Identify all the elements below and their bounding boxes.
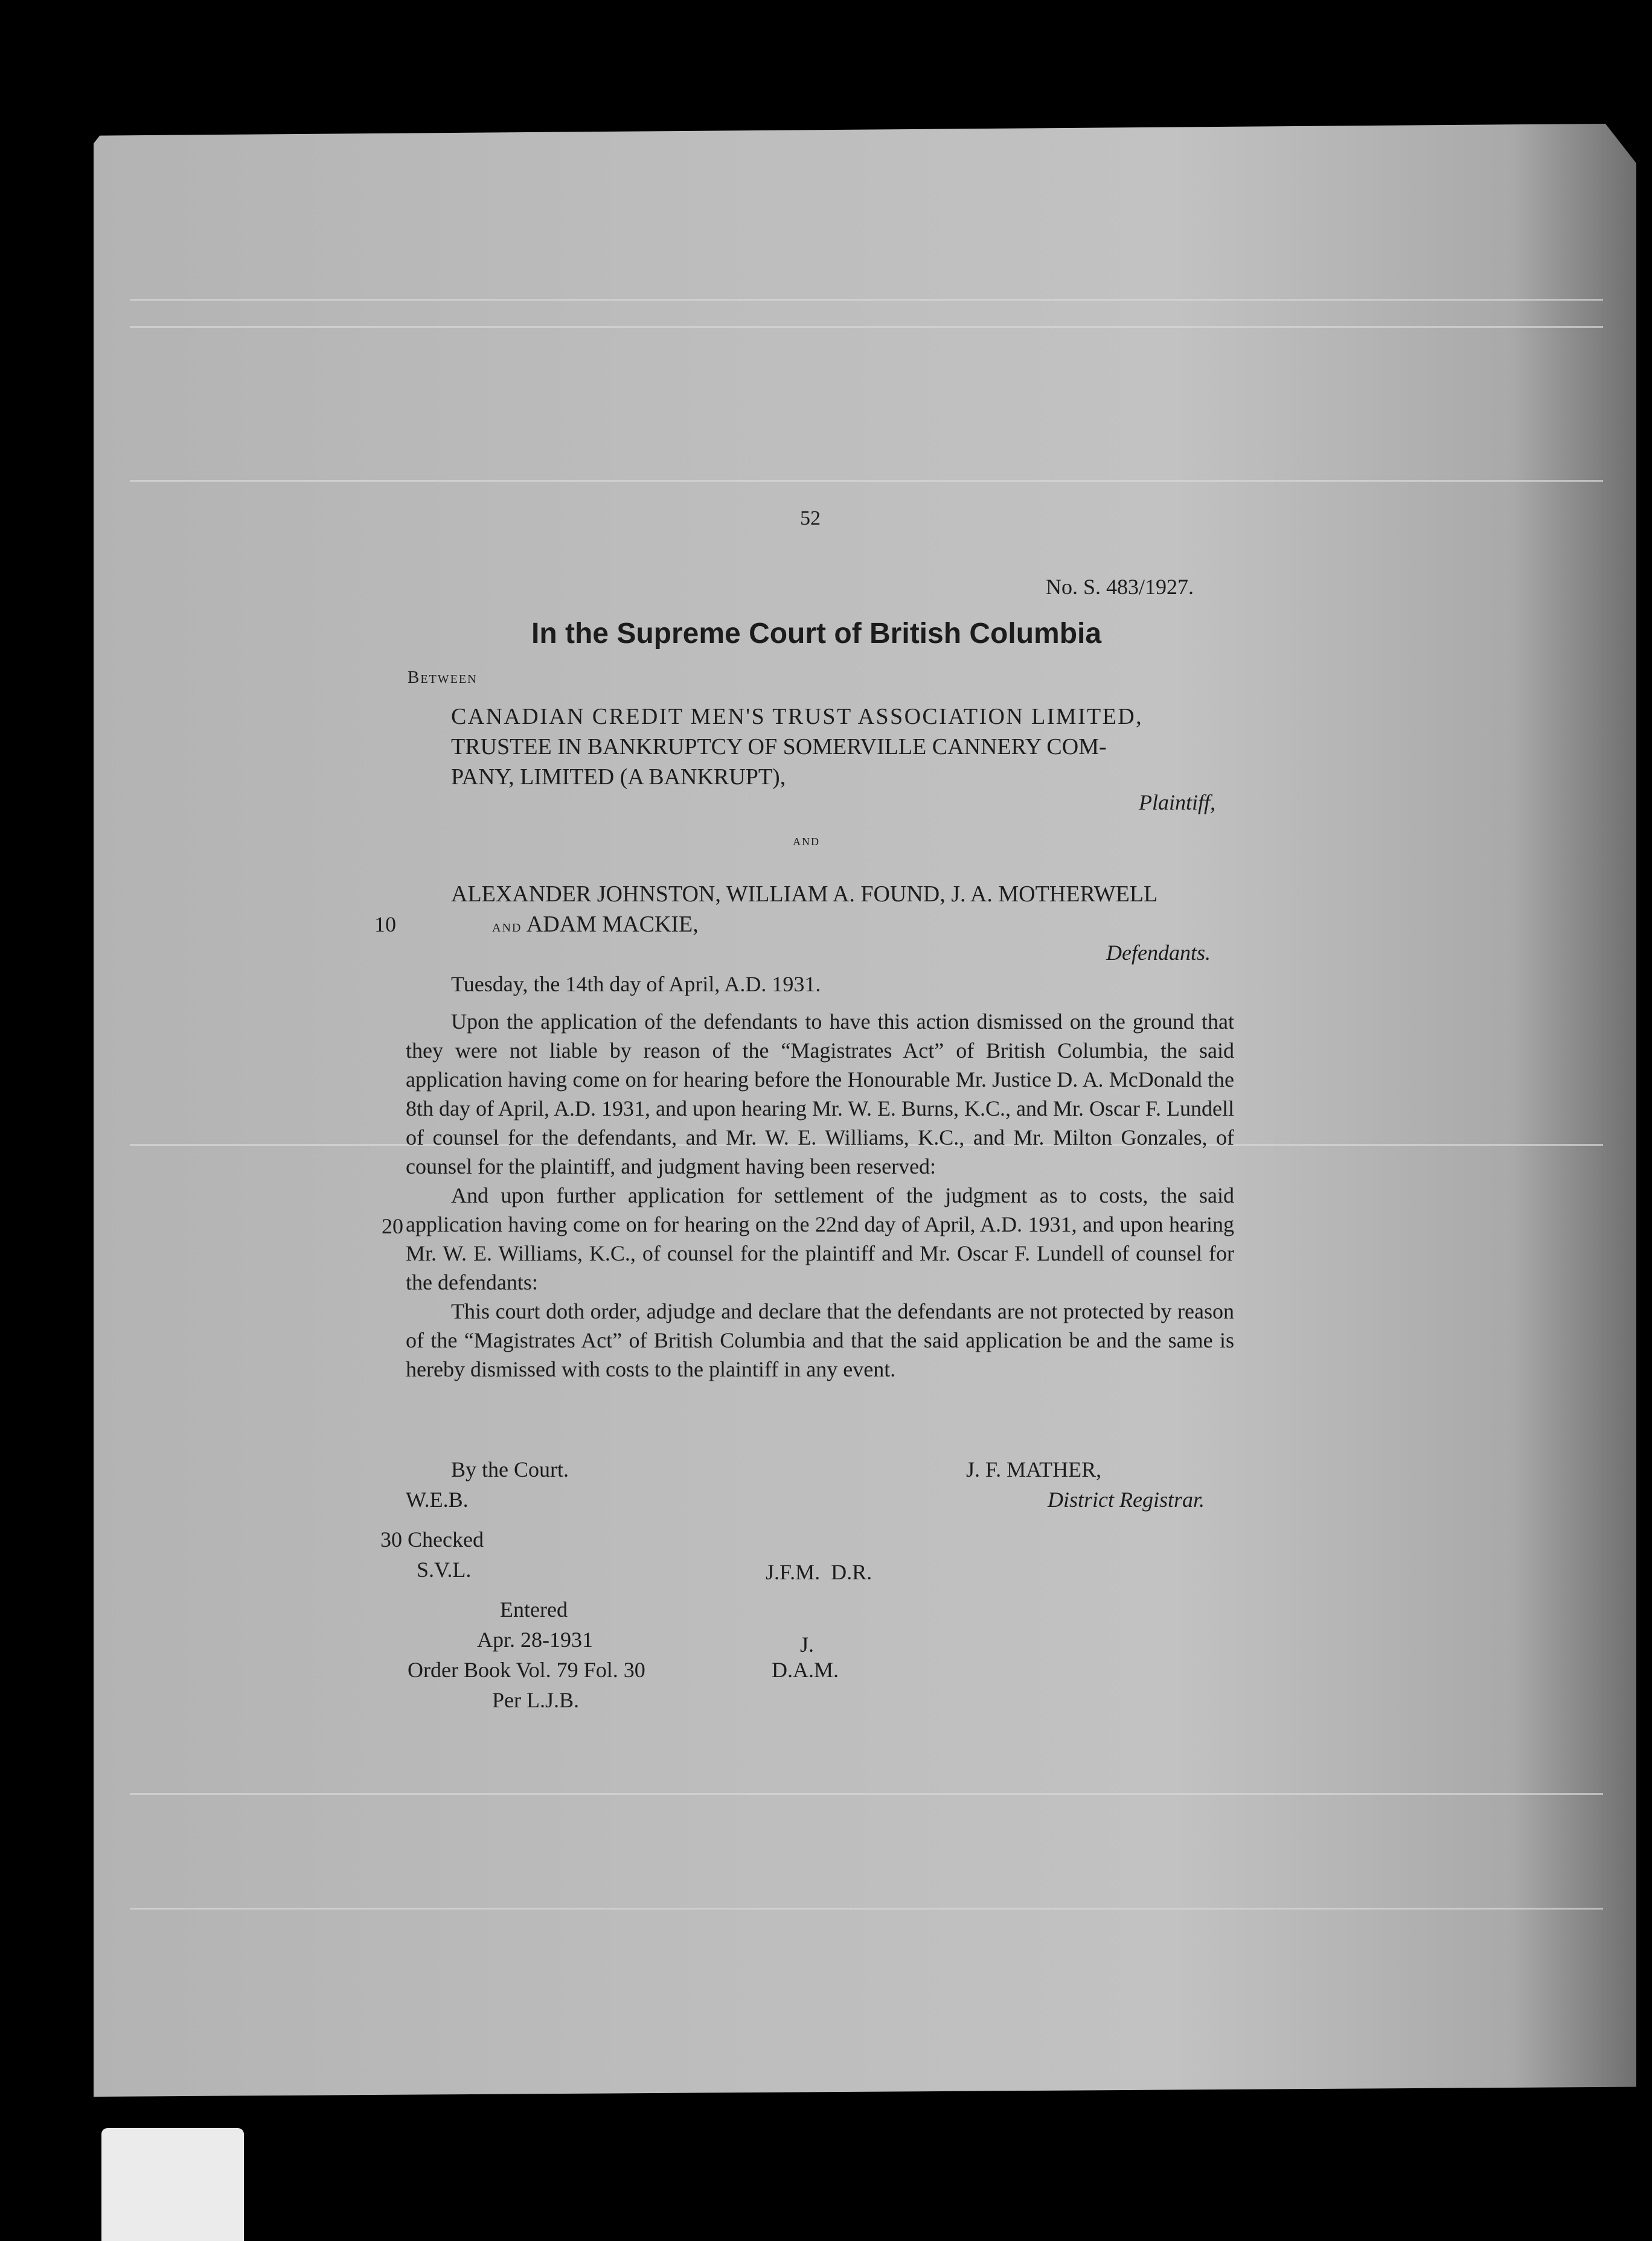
date-line: Tuesday, the 14th day of April, A.D. 1931. [451,972,821,996]
paragraph-order: This court doth order, adjudge and declare that the defendants are not protected by reason of the “Magistrates Act” of British Columbia and that the said application be and the same is hereby dismissed with costs to the plaintiff in any event. [406,1299,1234,1381]
plaintiff-line: PANY, LIMITED (A BANKRUPT), [451,764,786,790]
paragraph-costs: And upon further application for settlement of the judgment as to costs, the said application having come on for hearing on the 22nd day of April, A.D. 1931, and upon hearing Mr. W. E. Williams, K.C., of counsel for the plaintiff and Mr. Oscar F. Lundell of counsel for the defendants: [406,1183,1234,1294]
scan-line [130,299,1603,301]
registrar-title: District Registrar. [1048,1488,1205,1512]
plaintiff-line: CANADIAN CREDIT MEN'S TRUST ASSOCIATION LIMITED, [451,704,1143,729]
scan-line [130,1908,1603,1910]
plaintiff-label: Plaintiff, [1139,790,1216,814]
court-initials: W.E.B. [406,1488,469,1512]
court-title: In the Supreme Court of British Columbia [531,618,1102,650]
and-word: and [492,917,522,936]
page-number: 52 [800,507,821,529]
by-the-court: By the Court. [451,1457,569,1482]
plaintiff-name [451,702,1143,792]
scan-line [130,480,1603,482]
scan-line [130,1793,1603,1795]
checked-initials: S.V.L. [417,1558,472,1582]
entered-label: Entered [500,1597,568,1622]
registrar-initials: J.F.M. D.R. [766,1560,872,1584]
defendants-label: Defendants. [1106,941,1211,965]
between-label: Between [408,668,478,687]
defendants-names [451,879,1157,942]
archive-tab [101,2128,244,2241]
line-number-10: 10 [374,912,396,936]
paragraph-application: Upon the application of the defendants to have this action dismissed on the ground that they were not liable by reason of the “Magistrates Act” of British Columbia, the said application having come on for hearing before the Honourable Mr. Justice D. A. McDonald the 8th day of April, A.D. 1931, and upon hearing Mr. W. E. Burns, K.C., and Mr. Oscar F. Lundell of counsel for the defendants, and Mr. W. E. Williams, K.C., and Mr. Milton Gonzales, of counsel for the plaintiff, and judgment having been reserved: [406,1009,1235,1178]
order-book-reference: Order Book Vol. 79 Fol. 30 [408,1658,645,1682]
j-initial: J. [800,1632,815,1657]
line-number-20: 20 [382,1214,403,1238]
defendants-line: ALEXANDER JOHNSTON, WILLIAM A. FOUND, J. A. MOTHERWELL [451,881,1158,907]
scan-line [130,326,1603,328]
defendant-name: ADAM MACKIE, [526,912,699,937]
registrar-name: J. F. MATHER, [966,1457,1102,1482]
and-separator: and [793,831,820,849]
per-initials: Per L.J.B. [492,1688,579,1712]
defendants-line-2 [451,909,1157,942]
checked-label: Checked [408,1527,484,1552]
dam-initials: D.A.M. [772,1658,839,1682]
line-number-30: 30 [380,1527,402,1552]
order-body [406,1007,1234,1384]
case-number: No. S. 483/1927. [1046,575,1194,599]
plaintiff-line: TRUSTEE IN BANKRUPTCY OF SOMERVILLE CANNERY COM- [451,734,1107,759]
entered-date: Apr. 28-1931 [477,1628,593,1652]
